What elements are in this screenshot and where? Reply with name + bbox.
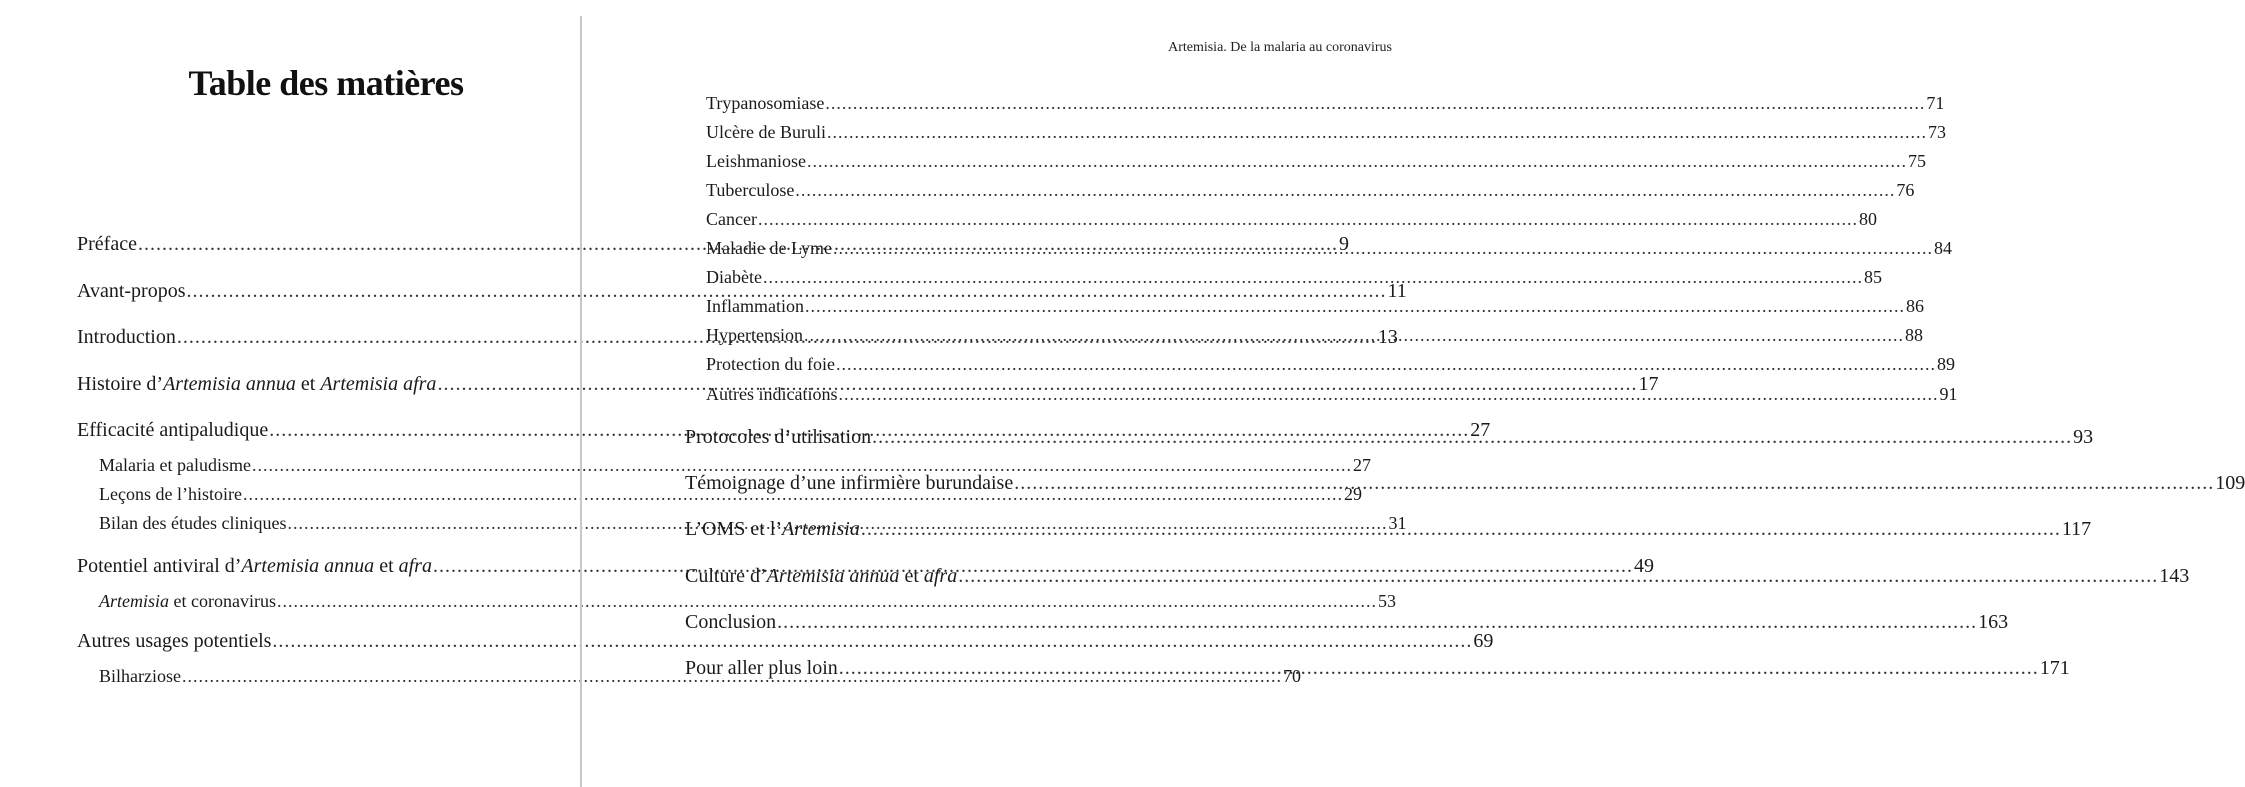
toc-subentry[interactable] — [99, 591, 1396, 611]
toc-page-number: 163 — [1978, 611, 2009, 633]
toc-entry-label — [77, 556, 432, 576]
toc-page-number: 80 — [1858, 209, 1877, 229]
toc-page-number: 86 — [1905, 296, 1924, 316]
toc-subentry[interactable] — [99, 455, 1371, 475]
toc-page-number: 91 — [1939, 384, 1958, 404]
toc-subentry[interactable] — [706, 354, 1955, 374]
toc-page-number: 71 — [1926, 93, 1945, 113]
leader-dots — [827, 123, 1927, 141]
toc-entry-label: Témoignage d’une infirmière burundaise — [685, 472, 1014, 494]
toc-entry[interactable] — [685, 611, 2009, 633]
leader-dots — [836, 355, 1936, 373]
toc-entry-label — [77, 374, 436, 394]
toc-entry-label: Conclusion — [685, 611, 777, 633]
label-text: et coronavirus — [169, 591, 276, 611]
toc-page-number: 9 — [1338, 233, 1349, 255]
toc-subentry[interactable] — [706, 296, 1924, 316]
toc-page-number: 171 — [2039, 657, 2070, 679]
toc-page-number: 27 — [1470, 419, 1491, 441]
toc-page-number: 88 — [1904, 325, 1923, 345]
toc-page-number: 17 — [1638, 373, 1659, 395]
toc-entry-label: Tuberculose — [706, 180, 795, 200]
leader-dots — [758, 210, 1858, 228]
toc-entry-label: Ulcère de Buruli — [706, 122, 826, 142]
toc-subentry[interactable] — [706, 180, 1915, 200]
toc-entry-label: Protection du foie — [706, 354, 835, 374]
toc-page-number: 27 — [1352, 455, 1371, 475]
label-italic: Artemisia afra — [320, 373, 437, 395]
label-text: et — [374, 555, 399, 577]
toc-subentry[interactable] — [706, 209, 1877, 229]
leader-dots — [958, 566, 2158, 586]
toc-entry-label: Autres usages potentiels — [77, 630, 272, 652]
leader-dots — [861, 519, 2061, 539]
toc-page-number: 29 — [1343, 484, 1362, 504]
label-text: Culture d’ — [685, 565, 767, 587]
toc-page-number: 109 — [2215, 472, 2245, 494]
label-text: Potentiel antiviral d’ — [77, 555, 242, 577]
toc-entry-label: Hypertension — [706, 325, 803, 345]
running-header: Artemisia. De la malaria au coronavirus — [1168, 40, 1392, 55]
toc-subentry[interactable] — [99, 484, 1362, 504]
toc-subentry[interactable] — [706, 122, 1946, 142]
leader-dots — [1014, 473, 2214, 493]
label-italic: Artemisia — [782, 518, 860, 540]
leader-dots — [839, 658, 2039, 678]
toc-entry[interactable] — [77, 630, 1494, 652]
toc-subentry[interactable] — [706, 267, 1882, 287]
toc-entry-label: Introduction — [77, 326, 176, 348]
toc-page-number: 76 — [1896, 180, 1915, 200]
label-italic: Artemisia — [99, 591, 169, 611]
leader-dots — [825, 94, 1925, 112]
toc-page-number: 69 — [1473, 630, 1494, 652]
toc-page-number: 84 — [1933, 238, 1952, 258]
toc-entry-label — [685, 566, 957, 586]
toc-page-number: 89 — [1936, 354, 1955, 374]
toc-subentry[interactable] — [706, 151, 1926, 171]
leader-dots — [805, 297, 1905, 315]
toc-subentry[interactable] — [706, 238, 1952, 258]
toc-entry[interactable] — [77, 280, 1407, 302]
toc-page-number: 13 — [1377, 326, 1398, 348]
toc-page-number: 70 — [1282, 666, 1301, 686]
toc-entry-label: Maladie de Lyme — [706, 238, 832, 258]
toc-page-number: 31 — [1388, 513, 1407, 533]
label-text: L’OMS et l’ — [685, 518, 783, 540]
label-text: et — [899, 565, 924, 587]
label-italic: afra — [398, 555, 432, 577]
toc-page-number: 75 — [1907, 151, 1926, 171]
leader-dots — [838, 385, 1938, 403]
toc-entry-label — [99, 592, 276, 610]
leader-dots — [833, 239, 1933, 257]
toc-entry-label: Bilan des études cliniques — [99, 513, 287, 533]
toc-page-number: 143 — [2159, 565, 2190, 587]
toc-entry-label: Préface — [77, 233, 137, 255]
toc-entry-label: Protocoles d’utilisation — [685, 426, 872, 448]
toc-entry-label: Diabète — [706, 267, 762, 287]
toc-entry-label: Avant-propos — [77, 280, 186, 302]
toc-entry-label: Trypanosomiase — [706, 93, 825, 113]
leader-dots — [777, 612, 1977, 632]
label-text: et — [295, 373, 321, 395]
toc-entry-label: Autres indications — [706, 384, 838, 404]
toc-page-number: 73 — [1927, 122, 1946, 142]
page-divider — [580, 16, 582, 787]
leader-dots — [872, 427, 2072, 447]
label-text: Histoire d’ — [77, 373, 164, 395]
toc-title: Table des matières — [188, 63, 464, 103]
toc-page-number: 85 — [1863, 267, 1882, 287]
toc-subentry[interactable] — [706, 93, 1945, 113]
toc-entry-label: Pour aller plus loin — [685, 657, 838, 679]
toc-page-number: 53 — [1377, 591, 1396, 611]
toc-entry-label: Malaria et paludisme — [99, 455, 251, 475]
leader-dots — [807, 152, 1907, 170]
toc-entry-label: Bilharziose — [99, 666, 181, 686]
toc-entry-label: Inflammation — [706, 296, 804, 316]
leader-dots — [804, 326, 1904, 344]
leader-dots — [795, 181, 1895, 199]
toc-entry-label: Cancer — [706, 209, 757, 229]
toc-entry-label — [685, 519, 860, 539]
label-italic: afra — [923, 565, 958, 587]
leader-dots — [763, 268, 1863, 286]
toc-entry-label: Efficacité antipaludique — [77, 419, 269, 441]
toc-entry-label: Leçons de l’histoire — [99, 484, 242, 504]
label-italic: Artemisia annua — [241, 555, 375, 577]
label-italic: Artemisia annua — [766, 565, 900, 587]
toc-page-number: 11 — [1387, 280, 1407, 302]
toc-page-number: 93 — [2073, 426, 2094, 448]
toc-page-number: 49 — [1633, 555, 1654, 577]
label-italic: Artemisia annua — [163, 373, 296, 395]
toc-page-number: 117 — [2061, 518, 2092, 540]
toc-entry-label: Leishmaniose — [706, 151, 806, 171]
